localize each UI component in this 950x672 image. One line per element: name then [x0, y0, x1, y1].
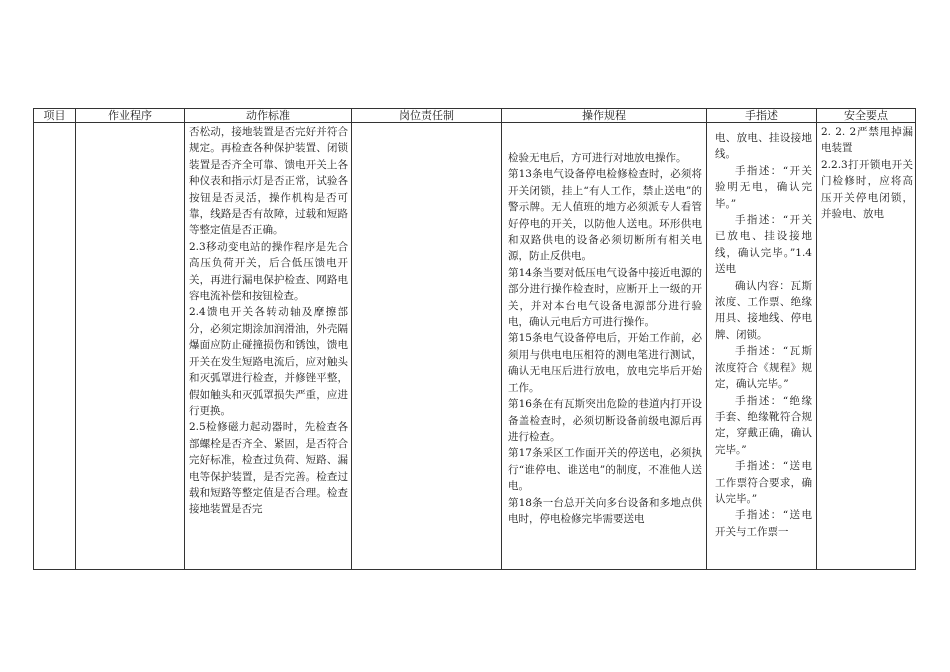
- header-hand-pointing: 手指述: [707, 109, 817, 123]
- header-procedure: 作业程序: [76, 109, 185, 123]
- operating-rule-paragraph: 第17条采区工作面开关的停送电，必须执行“谁停电、谁送电”的制度，不准他人送电。: [508, 447, 702, 493]
- hand-pointing-paragraph: 手指述：“送电开关与工作票一: [715, 509, 812, 538]
- hand-pointing-paragraph: 手指述：“送电工作票符合要求，确认完毕。”: [715, 460, 812, 505]
- safety-points-cell: [817, 123, 916, 570]
- safety-point-paragraph: 2. 2. 2严禁甩掉漏电装置: [821, 126, 913, 155]
- action-standard-paragraph: 2.3移动变电站的操作程序是先合高压负荷开关，后合低压馈电开关，再进行漏电保护检查、网路电容电流补偿和按钮检查。: [189, 240, 348, 303]
- header-row: [34, 109, 916, 123]
- safety-point-paragraph: 2.2.3打开锁电开关门检修时，应将高压开关停电闭锁，并验电、放电: [821, 158, 913, 221]
- procedure-cell: [76, 123, 185, 570]
- header-safety-points: 安全要点: [817, 109, 916, 123]
- hand-pointing-paragraph: 电、放电、挂设接地线。: [715, 132, 812, 161]
- action-standard-paragraph: 2.5检修磁力起动器时，先检查各部螺栓是否齐全、紧固，是否符合完好标准，检查过负荷、短路、漏电等保护装置，是否完善。检查过载和短路等整定值是否合理。检查接地装置是否完: [189, 421, 348, 516]
- operating-rules-cell: [502, 123, 707, 570]
- action-standard-paragraph: 否松动，接地装置是否完好并符合规定。再检查各种保护装置、闭锁装置是否齐全可靠、馈电开关上各种仪表和指示灯是否正常，试验各按钮是否灵活，操作机构是否可靠，线路是否有故障，过载和短路等整定值是否正确。: [189, 126, 348, 237]
- operating-rule-paragraph: 检验无电后，方可进行对地放电操作。: [508, 152, 687, 164]
- hand-pointing-paragraph: 手指述：“瓦斯浓度符合《规程》规定，确认完毕。”: [715, 345, 812, 391]
- hand-pointing-paragraph: 手指述：“绝缘手套、绝缘靴符合规定，穿戴正确，确认完毕。”: [715, 394, 812, 456]
- header-project: 项目: [34, 109, 76, 123]
- operating-rule-paragraph: 第18条一台总开关向多台设备和多地点供电时，停电检修完毕需要送电: [508, 496, 702, 525]
- job-responsibility-cell: [352, 123, 502, 570]
- project-cell: [34, 123, 76, 570]
- header-job-responsibility: 岗位责任制: [352, 109, 502, 123]
- operating-rule-paragraph: 第16条在有瓦斯突出危险的巷道内打开设备盖检查时，必须切断设备前级电源后再进行检查。: [508, 398, 702, 443]
- hand-pointing-paragraph: 手指述：“开关已放电、挂设接地线，确认完毕。”1.4送电: [715, 214, 812, 276]
- action-standard-paragraph: 2.4馈电开关各转动轴及摩擦部分，必须定期涂加润滑油，外壳隔爆面应防止碰撞损伤和锈蚀，馈电开关在发生短路电流后，应对触头和灭弧罩进行检查，并修锉平整，假如触头和灭弧罩损失严重，应进行更换。: [189, 306, 348, 417]
- operating-rule-paragraph: 第13条电气设备停电检修检查时，必须将开关闭锁，挂上“有人工作，禁止送电”的警示牌。无人值班的地方必须派专人看管好停电的开关，以防他人送电。环形供电和双路供电的设备必须切断所有相关电源，防止反供电。: [508, 168, 702, 263]
- table-row: [34, 123, 916, 570]
- header-action-standard: 动作标准: [185, 109, 352, 123]
- hand-pointing-paragraph: 确认内容：瓦斯浓度、工作票、绝缘用具、接地线、停电牌、闭锁。: [715, 279, 812, 341]
- operating-rule-paragraph: 第14条当要对低压电气设备中接近电源的部分进行操作检查时，应断开上一级的开关，并对本台电气设备电源部分进行验电，确认元电后方可进行操作。: [508, 266, 702, 329]
- header-operating-rules: 操作规程: [502, 109, 707, 123]
- work-procedure-table: [33, 108, 916, 570]
- action-standard-cell: [185, 123, 352, 570]
- operating-rule-paragraph: 第15条电气设备停电后，开始工作前，必须用与供电电压相符的测电笔进行测试，确认无电压后进行放电，放电完毕后开始工作。: [508, 332, 702, 394]
- hand-pointing-cell: [707, 123, 817, 570]
- hand-pointing-paragraph: 手指述：“开关验明无电，确认完毕。”: [715, 164, 812, 210]
